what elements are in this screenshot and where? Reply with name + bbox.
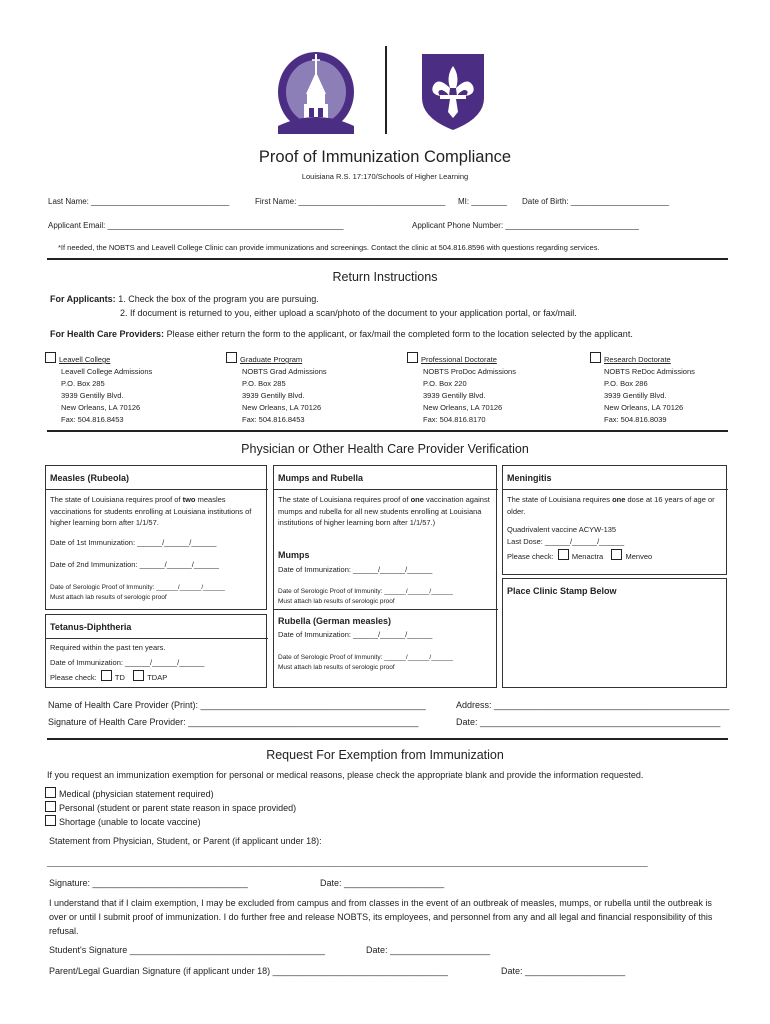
menveo-label: Menveo bbox=[625, 552, 653, 561]
program-box: P.O. Box 286 bbox=[604, 379, 648, 388]
graduate-checkbox[interactable] bbox=[226, 352, 237, 363]
program-city: New Orleans, LA 70126 bbox=[423, 403, 503, 412]
provider-address-field[interactable]: Address: _______________________________________________ bbox=[456, 700, 730, 710]
program-office: Leavell College Admissions bbox=[61, 367, 153, 376]
page-subtitle: Louisiana R.S. 17:170/Schools of Higher Learning bbox=[301, 172, 469, 181]
meningitis-description: The state of Louisiana requires one dose at 16 years of age or older. bbox=[507, 495, 715, 516]
exemption-acknowledgement: I understand that if I claim exemption, I may be excluded from campus and from classes in the event of an outbreak of measles, mumps, or rubella until the outbreak is over or until I submit proof of immunization. I do further free and release NOBTS, its employees, and personnel from any and all legal and financial responsibility of this refusal. bbox=[49, 898, 713, 936]
program-office: NOBTS ReDoc Admissions bbox=[604, 367, 695, 376]
tetanus-date[interactable]: Date of Immunization: ______/______/______ bbox=[50, 658, 205, 667]
providers-text: Please either return the form to the applicant, or fax/mail the completed form to the location selected by the applicant. bbox=[166, 329, 633, 339]
exemption-date-field[interactable]: Date: ____________________ bbox=[320, 878, 445, 888]
divider bbox=[47, 258, 728, 260]
applicant-instructions bbox=[50, 294, 319, 304]
prodoc-checkbox[interactable] bbox=[407, 352, 418, 363]
program-city: New Orleans, LA 70126 bbox=[61, 403, 141, 412]
program-street: 3939 Gentilly Blvd. bbox=[604, 391, 667, 400]
measles-serologic-date[interactable]: Date of Serologic Proof of Immunity: ______/______/______ bbox=[50, 584, 225, 591]
exemption-medical[interactable] bbox=[45, 787, 214, 799]
provider-signature-field[interactable]: Signature of Health Care Provider: ______________________________________________ bbox=[48, 717, 419, 727]
menactra-checkbox[interactable] bbox=[558, 549, 569, 560]
provider-instructions bbox=[50, 329, 633, 339]
student-date-field[interactable]: Date: ____________________ bbox=[366, 945, 491, 955]
program-street: 3939 Gentilly Blvd. bbox=[242, 391, 305, 400]
meningitis-options bbox=[507, 549, 652, 561]
tetanus-options bbox=[50, 670, 167, 682]
chapel-seal-logo bbox=[276, 48, 356, 134]
program-fax: Fax: 504.816.8170 bbox=[423, 415, 486, 424]
providers-label: For Health Care Providers: bbox=[50, 329, 165, 339]
program-street: 3939 Gentilly Blvd. bbox=[423, 391, 486, 400]
box-divider bbox=[46, 489, 268, 490]
provider-name-field[interactable]: Name of Health Care Provider (Print): _____________________________________________ bbox=[48, 700, 426, 710]
mumps-rubella-box bbox=[273, 465, 497, 688]
program-fax: Fax: 504.816.8453 bbox=[242, 415, 305, 424]
rubella-title: Rubella (German measles) bbox=[278, 616, 392, 626]
program-office: NOBTS ProDoc Admissions bbox=[423, 367, 516, 376]
program-box: P.O. Box 220 bbox=[423, 379, 467, 388]
tdap-label: TDAP bbox=[147, 673, 168, 682]
exemption-shortage[interactable] bbox=[45, 815, 201, 827]
program-leavell bbox=[45, 352, 152, 426]
rubella-serologic-date[interactable]: Date of Serologic Proof of Immunity: ______/______/______ bbox=[278, 654, 453, 661]
measles-lab-note: Must attach lab results of serologic proof bbox=[50, 594, 167, 601]
logo-divider bbox=[385, 46, 387, 134]
fleur-shield-logo bbox=[420, 52, 486, 132]
program-street: 3939 Gentilly Blvd. bbox=[61, 391, 124, 400]
tetanus-box bbox=[45, 614, 267, 688]
applicants-step-1: 1. Check the box of the program you are pursuing. bbox=[118, 294, 319, 304]
redoc-checkbox[interactable] bbox=[590, 352, 601, 363]
divider bbox=[47, 738, 728, 740]
applicants-label: For Applicants: bbox=[50, 294, 116, 304]
meningitis-title: Meningitis bbox=[507, 473, 552, 483]
program-research-doctorate bbox=[590, 352, 695, 426]
measles-first-date[interactable]: Date of 1st Immunization: ______/______/______ bbox=[50, 538, 217, 547]
personal-label: Personal (student or parent state reason in space provided) bbox=[59, 803, 297, 813]
box-divider bbox=[274, 489, 498, 490]
check-label: Please check: bbox=[50, 673, 97, 682]
program-graduate bbox=[226, 352, 327, 426]
menactra-label: Menactra bbox=[571, 552, 604, 561]
date-of-birth-field[interactable]: Date of Birth: ______________________ bbox=[522, 197, 669, 206]
meningitis-box bbox=[502, 465, 727, 575]
first-name-field[interactable]: First Name: _________________________________ bbox=[255, 197, 446, 206]
clinic-stamp-box[interactable] bbox=[502, 578, 727, 688]
parent-date-field[interactable]: Date: ____________________ bbox=[501, 966, 626, 976]
mumps-rubella-title: Mumps and Rubella bbox=[278, 473, 364, 483]
provider-date-field[interactable]: Date: ________________________________________________ bbox=[456, 717, 721, 727]
tdap-checkbox[interactable] bbox=[133, 670, 144, 681]
page-title: Proof of Immunization Compliance bbox=[258, 148, 512, 166]
td-label: TD bbox=[114, 673, 125, 682]
applicants-step-2: 2. If document is returned to you, either upload a scan/photo of the document to your application portal, or fax/mail. bbox=[120, 308, 577, 318]
student-signature-field[interactable]: Student's Signature _______________________________________ bbox=[49, 945, 325, 955]
mumps-title: Mumps bbox=[278, 550, 310, 560]
shortage-label: Shortage (unable to locate vaccine) bbox=[59, 817, 201, 827]
box-divider bbox=[46, 638, 268, 639]
clinic-stamp-title: Place Clinic Stamp Below bbox=[507, 586, 617, 596]
mumps-lab-note: Must attach lab results of serologic proof bbox=[278, 598, 395, 605]
tetanus-description: Required within the past ten years. bbox=[50, 643, 166, 652]
measles-description: The state of Louisiana requires proof of two measles vaccinations for students enrolling at Louisiana institutions of higher learning born after 1/1/57. bbox=[50, 495, 252, 527]
clinic-note: *If needed, the NOBTS and Leavell College Clinic can provide immunizations and screenings. Contact the clinic at 504.816.8596 with questions regarding services. bbox=[58, 243, 600, 252]
middle-initial-field[interactable]: MI: ________ bbox=[458, 197, 507, 206]
measles-box bbox=[45, 465, 267, 610]
td-checkbox[interactable] bbox=[101, 670, 112, 681]
parent-signature-field[interactable]: Parent/Legal Guardian Signature (if applicant under 18) ___________________________________ bbox=[49, 966, 448, 976]
program-professional-doctorate bbox=[407, 352, 516, 426]
rubella-lab-note: Must attach lab results of serologic proof bbox=[278, 664, 395, 671]
divider bbox=[47, 430, 728, 432]
program-box: P.O. Box 285 bbox=[242, 379, 286, 388]
shortage-checkbox[interactable] bbox=[45, 815, 56, 826]
statement-label: Statement from Physician, Student, or Parent (if applicant under 18): bbox=[49, 836, 322, 846]
program-name: Research Doctorate bbox=[604, 355, 671, 364]
verification-title: Physician or Other Health Care Provider Verification bbox=[241, 442, 529, 456]
measles-title: Measles (Rubeola) bbox=[50, 473, 130, 483]
mumps-date[interactable]: Date of Immunization: ______/______/______ bbox=[278, 565, 433, 574]
program-box: P.O. Box 285 bbox=[61, 379, 105, 388]
program-city: New Orleans, LA 70126 bbox=[604, 403, 684, 412]
box-divider bbox=[274, 609, 498, 610]
check-label: Please check: bbox=[507, 552, 554, 561]
box-divider bbox=[503, 489, 728, 490]
exemption-signature-field[interactable]: Signature: _______________________________ bbox=[49, 878, 248, 888]
program-fax: Fax: 504.816.8453 bbox=[61, 415, 124, 424]
fleur-de-lis-icon bbox=[420, 52, 486, 132]
exemption-title: Request For Exemption from Immunization bbox=[266, 748, 504, 762]
meningitis-last-dose[interactable]: Last Dose: ______/______/______ bbox=[507, 537, 625, 546]
program-name: Professional Doctorate bbox=[421, 355, 497, 364]
program-city: New Orleans, LA 70126 bbox=[242, 403, 322, 412]
applicant-phone-field[interactable]: Applicant Phone Number: ______________________________ bbox=[412, 221, 639, 230]
rubella-date[interactable]: Date of Immunization: ______/______/______ bbox=[278, 630, 433, 639]
last-name-field[interactable]: Last Name: _______________________________ bbox=[48, 197, 230, 206]
leavell-checkbox[interactable] bbox=[45, 352, 56, 363]
return-instructions-title: Return Instructions bbox=[332, 270, 438, 284]
menveo-checkbox[interactable] bbox=[611, 549, 622, 560]
chapel-steeple-icon bbox=[276, 48, 356, 134]
statement-field[interactable]: ________________________________________________________________________________________________________________________ bbox=[47, 857, 648, 867]
medical-label: Medical (physician statement required) bbox=[59, 789, 214, 799]
exemption-intro: If you request an immunization exemption for personal or medical reasons, please check the appropriate blank and provide the information requested. bbox=[47, 770, 644, 780]
mumps-rubella-description: The state of Louisiana requires proof of one vaccination against mumps and rubella for all new students enrolling at Louisiana institutions of higher learning born after 1/1/57.) bbox=[278, 495, 490, 527]
personal-checkbox[interactable] bbox=[45, 801, 56, 812]
meningitis-vaccine: Quadrivalent vaccine ACYW-135 bbox=[507, 525, 617, 534]
tetanus-title: Tetanus-Diphtheria bbox=[50, 622, 132, 632]
program-fax: Fax: 504.816.8039 bbox=[604, 415, 667, 424]
measles-second-date[interactable]: Date of 2nd Immunization: ______/______/______ bbox=[50, 560, 219, 569]
mumps-serologic-date[interactable]: Date of Serologic Proof of Immunity: ______/______/______ bbox=[278, 588, 453, 595]
program-name: Leavell College bbox=[59, 355, 111, 364]
applicant-email-field[interactable]: Applicant Email: _____________________________________________________ bbox=[48, 221, 344, 230]
exemption-personal[interactable] bbox=[45, 801, 296, 813]
medical-checkbox[interactable] bbox=[45, 787, 56, 798]
program-name: Graduate Program bbox=[240, 355, 303, 364]
program-office: NOBTS Grad Admissions bbox=[242, 367, 327, 376]
